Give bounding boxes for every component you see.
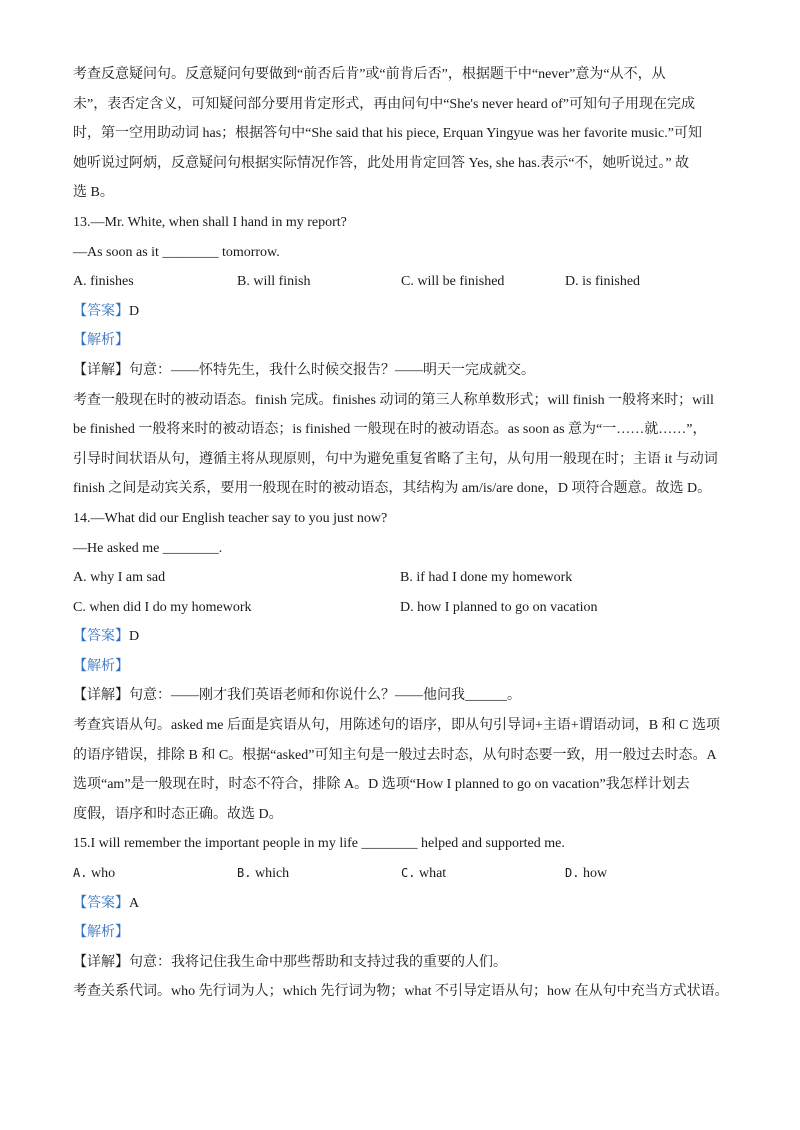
question-13 bbox=[73, 208, 763, 504]
option-b bbox=[237, 859, 401, 889]
text-line: be finished 一般将来时的被动语态；is finished 一般现在时的被动语态。as soon as 意为“一……就……”， bbox=[73, 422, 707, 438]
option-a: A. finishes bbox=[73, 274, 134, 290]
answer-label: 【答案】 bbox=[73, 895, 129, 911]
option-c: C. when did I do my homework bbox=[73, 599, 252, 615]
analysis-label: 【解析】 bbox=[73, 333, 129, 349]
options-row bbox=[73, 859, 763, 889]
option-d bbox=[565, 859, 729, 889]
question-stem: 15.I will remember the important people in my life ________ helped and supported me. bbox=[73, 836, 565, 852]
detail-label: 【详解】 bbox=[73, 954, 129, 970]
text-line: 选项“am”是一般现在时，时态不符合，排除 A。D 选项“How I planned to go on vacation”我怎样计划去 bbox=[73, 777, 690, 793]
analysis-heading bbox=[73, 652, 763, 682]
option-b: B. will finish bbox=[237, 274, 311, 290]
text-line: 引导时间状语从句，遵循主将从现原则，句中为避免重复省略了主句，从句用一般现在时；主语 it 与动词 bbox=[73, 451, 718, 467]
text-line: 她听说过阿炳，反意疑问句根据实际情况作答，此处用肯定回答 Yes, she has.表示“不，她听说过。” 故 bbox=[73, 155, 690, 171]
text-line: 考查关系代词。who 先行词为人；which 先行词为物；what 不引导定语从句；how 在从句中充当方式状语。 bbox=[73, 984, 729, 1000]
option-a bbox=[73, 859, 237, 889]
detail-label: 【详解】 bbox=[73, 362, 129, 378]
detail-text: 句意：——刚才我们英语老师和你说什么？——他问我______。 bbox=[129, 688, 521, 704]
option-text: how bbox=[582, 866, 608, 882]
option-letter: C. bbox=[401, 866, 416, 881]
answer-line bbox=[73, 622, 763, 652]
answer-label: 【答案】 bbox=[73, 629, 129, 645]
detail-line bbox=[73, 948, 763, 978]
analysis-label: 【解析】 bbox=[73, 658, 129, 674]
detail-line bbox=[73, 356, 763, 386]
answer-label: 【答案】 bbox=[73, 303, 129, 319]
text-line: 的语序错误，排除 B 和 C。根据“asked”可知主句是一般过去时态，从句时态要一致，用一般过去时态。A bbox=[73, 747, 717, 763]
text-line: 考查反意疑问句。反意疑问句要做到“前否后肯”或“前肯后否”，根据题干中“never”意为“从不，从 bbox=[73, 67, 666, 82]
answer-value: A bbox=[129, 895, 140, 911]
detail-line bbox=[73, 681, 763, 711]
answer-line bbox=[73, 297, 763, 327]
detail-text: 句意：我将记住我生命中那些帮助和支持过我的重要的人们。 bbox=[129, 954, 507, 970]
options-row bbox=[73, 563, 763, 593]
option-d: D. is finished bbox=[565, 274, 641, 290]
answer-line bbox=[73, 889, 763, 919]
option-d: D. how I planned to go on vacation bbox=[400, 599, 598, 615]
option-a: A. why I am sad bbox=[73, 570, 166, 586]
analysis-heading bbox=[73, 326, 763, 356]
question-14 bbox=[73, 504, 763, 830]
question-15 bbox=[73, 829, 763, 1007]
options-row bbox=[73, 267, 763, 297]
document-content bbox=[73, 60, 763, 1007]
answer-value: D bbox=[129, 629, 140, 645]
detail-text: 句意：——怀特先生，我什么时候交报告？——明天一完成就交。 bbox=[129, 362, 535, 378]
text-line: 考查一般现在时的被动语态。finish 完成。finishes 动词的第三人称单数形式；will finish 一般将来时；will bbox=[73, 392, 714, 408]
text-line: 时，第一空用助动词 has；根据答句中“She said that his piece, Erquan Yingyue was her favorite music.”可知 bbox=[73, 126, 702, 142]
text-line: 未”，表否定含义，可知疑问部分要用肯定形式，再由问句中“She's never heard of”可知句子用现在完成 bbox=[73, 96, 695, 112]
text-line: 考查宾语从句。asked me 后面是宾语从句，用陈述句的语序，即从句引导词+主语+谓语动词，B 和 C 选项 bbox=[73, 718, 720, 734]
option-text: what bbox=[418, 866, 447, 882]
option-c: C. will be finished bbox=[401, 274, 505, 290]
option-text: who bbox=[90, 866, 116, 882]
question-answer-line: —As soon as it ________ tomorrow. bbox=[73, 244, 280, 260]
option-letter: D. bbox=[565, 866, 580, 881]
analysis-heading bbox=[73, 918, 763, 948]
analysis-label: 【解析】 bbox=[73, 925, 129, 941]
options-row bbox=[73, 593, 763, 623]
question-stem: 13.—Mr. White, when shall I hand in my report? bbox=[73, 214, 347, 230]
option-letter: A. bbox=[73, 866, 88, 881]
detail-label: 【详解】 bbox=[73, 688, 129, 704]
text-line: finish 之间是动宾关系，要用一般现在时的被动语态，其结构为 am/is/are done，D 项符合题意。故选 D。 bbox=[73, 481, 712, 497]
option-c bbox=[401, 859, 565, 889]
question-answer-line: —He asked me ________. bbox=[73, 540, 223, 556]
q12-analysis bbox=[73, 60, 763, 208]
question-stem: 14.—What did our English teacher say to you just now? bbox=[73, 510, 388, 526]
text-line: 选 B。 bbox=[73, 185, 114, 201]
text-line: 度假，语序和时态正确。故选 D。 bbox=[73, 806, 283, 822]
answer-value: D bbox=[129, 303, 140, 319]
option-text: which bbox=[254, 866, 290, 882]
option-letter: B. bbox=[237, 866, 252, 881]
option-b: B. if had I done my homework bbox=[400, 570, 573, 586]
